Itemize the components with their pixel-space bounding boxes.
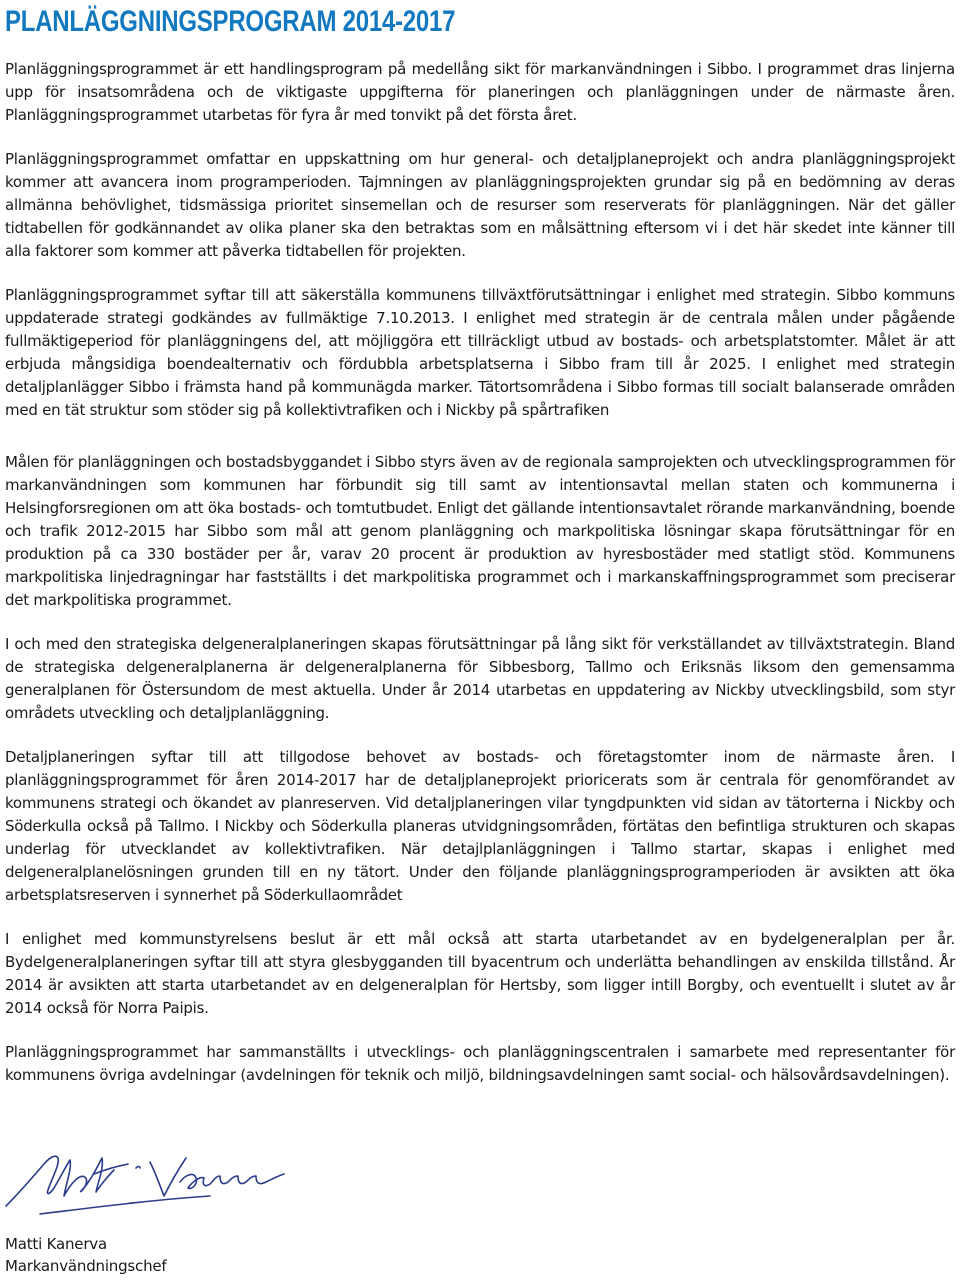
body-text xyxy=(5,58,955,1108)
paragraph-regional-goals: Målen för planläggningen och bostadsbyggandet i Sibbo styrs även av de regionala samprojekten och utvecklingsprogrammen för markanvändningen som kommunen har förbundit sig till samt av intentionsavtal mellan staten och kommunerna i Helsingforsregionen om att öka bostads- och tomtutbudet. Enligt det gällande intentionsavtalet rörande markanvändning, boende och trafik 2012-2015 har Sibbo som mål att genom planläggning och markpolitiska lösningar skapa förutsättningar för en produktion på ca 330 bostäder per år, varav 20 procent är produktion av hyresbostäder med statligt stöd. Kommunens markpolitiska linjedragningar har fastställts i det markpolitiska programmet och i markanskaffningsprogrammet som preciserar det markpolitiska programmet. xyxy=(5,453,955,609)
paragraph-compilation: Planläggningsprogrammet har sammanställts i utvecklings- och planläggningscentralen i samarbete med representanter för kommunens övriga avdelningar (avdelningen för teknik och miljö, bildningsavdelningen samt social- och hälsovårdsavdelningen). xyxy=(5,1043,955,1084)
paragraph-intro: Planläggningsprogrammet är ett handlingsprogram på medellång sikt för markanvändningen i Sibbo. I programmet dras linjerna upp för insatsområdena och de viktigaste uppgifterna för planeringen och planläggningen under de närmaste åren. Planläggningsprogrammet utarbetas för fyra år med tonvikt på det första året. xyxy=(5,60,955,124)
paragraph-scope: Planläggningsprogrammet omfattar en uppskattning om hur general- och detaljplaneprojekt och andra planläggningsprojekt kommer att avancera inom programperioden. Tajmningen av planläggningsprojekten grundar sig på en bedömning av deras allmänna behövlighet, tidsmässiga prioritet sinsemellan och de resurser som reserverats för planläggningen. När det gäller tidtabellen för godkännandet av olika planer ska den betraktas som en målsättning eftersom vi i det här skedet inte känner till alla faktorer som kommer att påverka tidtabellen för projekten. xyxy=(5,150,955,260)
handwritten-signature xyxy=(0,1144,290,1224)
page-title: PLANLÄGGNINGSPROGRAM 2014-2017 xyxy=(5,5,456,38)
paragraph-general-planning: I och med den strategiska delgeneralplaneringen skapas förutsättningar på lång sikt för verkställandet av tillväxtstrategin. Bland de strategiska delgeneralplanerna är delgeneralplanerna för Sibbesborg, Tallmo och Eriksnäs liksom den gemensamma generalplanen för Östersundom de mest aktuella. Under år 2014 utarbetas en uppdatering av Nickby utvecklingsbild, som styr områdets utveckling och detaljplanläggning. xyxy=(5,635,955,722)
signature-strokes xyxy=(6,1156,284,1214)
paragraph-village-planning: I enlighet med kommunstyrelsens beslut är ett mål också att starta utarbetandet av en bydelgeneralplan per år. Bydelgeneralplaneringen syftar till att styra glesbygganden till byacentrum och underlätta behandlingen av enskilda tillstånd. År 2014 är avsikten att starta utarbetandet av en delgeneralplan för Hertsby, som ligger intill Borgby, och eventuellt i slutet av år 2014 också för Norra Paipis. xyxy=(5,930,955,1017)
signatory-role: Markanvändningschef xyxy=(5,1257,167,1275)
paragraph-detail-planning: Detaljplaneringen syftar till att tillgodose behovet av bostads- och företagstomter inom de närmaste åren. I planläggningsprogrammet för åren 2014-2017 har de detaljplaneprojekt prioricerats som är centrala för genomförandet av kommunens strategi och ökandet av planreserven. Vid detaljplaneringen vilar tyngdpunkten vid sidan av tätorterna i Nickby och Söderkulla också på Tallmo. I Nickby och Söderkulla planeras utvidgningsområden, förtätas den befintliga strukturen och skapas underlag för utvecklandet av kollektivtrafiken. När detajlplanläggningen i Tallmo startar, skapas i enlighet med delgeneralplanelösningen grunden till en ny tätort. Under den följande planläggningsprogramperioden är avsikten att öka arbetsplatsreserven i synnerhet på Söderkullaområdet xyxy=(5,748,955,904)
signatory-name: Matti Kanerva xyxy=(5,1235,107,1253)
paragraph-strategy: Planläggningsprogrammet syftar till att säkerställa kommunens tillväxtförutsättningar i enlighet med strategin. Sibbo kommuns uppdaterade strategi godkändes av fullmäktige 7.10.2013. I enlighet med strategin är de centrala målen under pågående fullmäktigeperiod för planläggningens del, att möjliggöra ett tillräckligt utbud av bostads- och arbetsplatstomter. Målet är att erbjuda mångsidiga boendealternativ och fördubbla arbetsplatserna i Sibbo fram till år 2025. I enlighet med strategin detaljplanlägger Sibbo i främsta hand på kommunägda marker. Tätortsområdena i Sibbo formas till socialt balanserade områden med en tät struktur som stöder sig på kollektivtrafiken och i Nickby på spårtrafiken xyxy=(5,286,955,419)
